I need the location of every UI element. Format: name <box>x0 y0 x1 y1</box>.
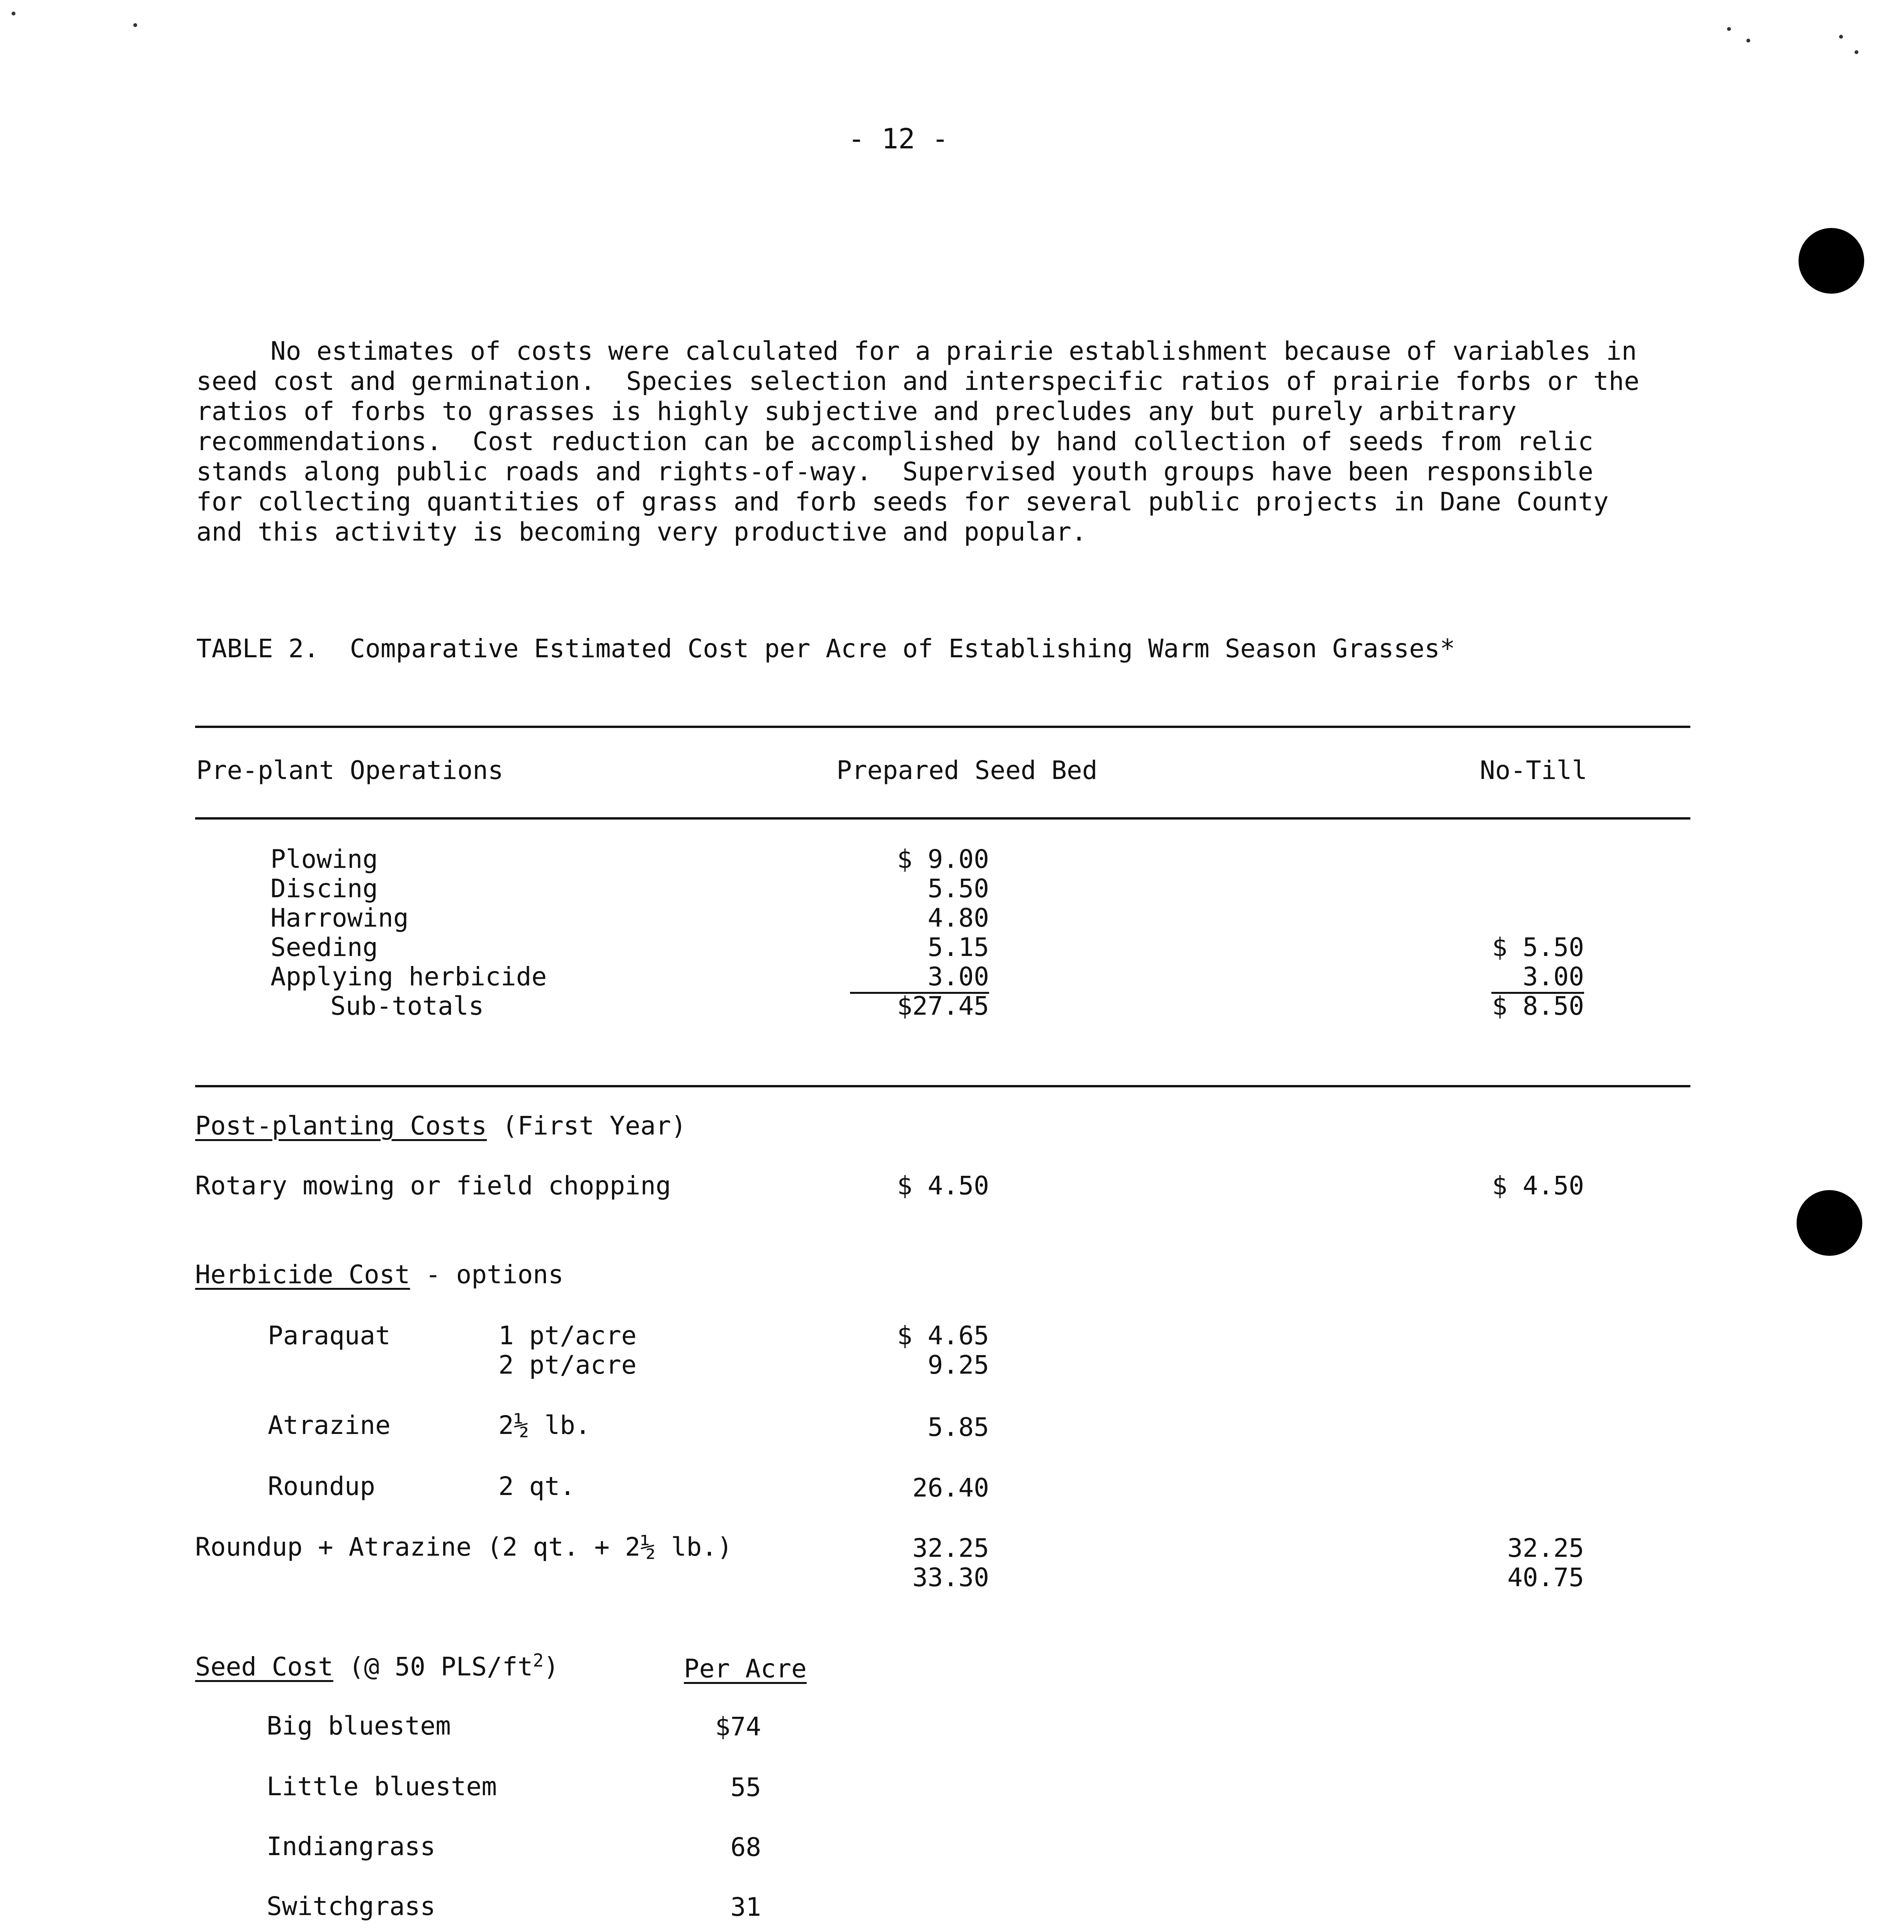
combo-prepared: 33.30 <box>912 1563 989 1592</box>
row-label: Plowing <box>270 844 378 874</box>
herbicide-cost: 9.25 <box>928 1350 989 1380</box>
row-label: Applying herbicide <box>270 962 547 992</box>
scan-speck <box>133 23 137 27</box>
herbicide-name: Atrazine <box>268 1410 391 1440</box>
column-header-no-till: No-Till <box>1480 755 1588 785</box>
seed-cost-close: ) <box>543 1652 559 1682</box>
combo-no-till: 40.75 <box>1507 1563 1584 1592</box>
rotary-mowing-label: Rotary mowing or field chopping <box>195 1171 671 1201</box>
herbicide-title: Herbicide Cost <box>195 1260 410 1289</box>
combo-no-till: 32.25 <box>1507 1533 1584 1563</box>
herbicide-rate: 1 pt/acre <box>498 1321 637 1350</box>
seed-cost: 68 <box>730 1832 761 1862</box>
row-label: Harrowing <box>270 903 409 933</box>
seed-name: Big bluestem <box>267 1711 451 1741</box>
herbicide-name: Roundup <box>268 1471 376 1501</box>
herbicide-rate: 2 qt. <box>498 1471 575 1501</box>
table-top-rule <box>195 726 1690 728</box>
seed-cost-superscript: 2 <box>533 1650 544 1671</box>
subtotal-prepared: $27.45 <box>897 991 989 1021</box>
post-planting-heading <box>195 1111 687 1141</box>
herbicide-heading <box>195 1260 564 1290</box>
seed-name: Switchgrass <box>267 1891 436 1921</box>
scan-speck <box>1839 35 1843 39</box>
cell-no-till: $ 5.50 <box>1492 932 1584 962</box>
herbicide-name: Paraquat <box>268 1321 391 1350</box>
cell-no-till: 3.00 <box>1491 962 1584 994</box>
paragraph-line: No estimates of costs were calculated for a prairie establishment because of variables in <box>270 336 1637 366</box>
page-number: - 12 - <box>848 122 949 155</box>
seed-cost: 55 <box>730 1772 761 1802</box>
seed-cost-heading <box>195 1652 559 1682</box>
subtotal-no-till: $ 8.50 <box>1492 991 1584 1021</box>
herbicide-cost: $ 4.65 <box>897 1321 989 1350</box>
header-bottom-rule <box>195 817 1690 820</box>
scan-speck <box>1727 27 1731 31</box>
seed-name: Little bluestem <box>267 1772 497 1801</box>
binder-hole-top <box>1799 228 1864 294</box>
rotary-mowing-prepared: $ 4.50 <box>897 1171 989 1201</box>
row-label: Seeding <box>270 932 378 962</box>
herbicide-cost: 5.85 <box>928 1412 989 1442</box>
scan-speck <box>12 12 15 15</box>
paragraph-line: for collecting quantities of grass and forb seeds for several public projects in Dane County <box>196 487 1609 517</box>
seed-cost-title: Seed Cost <box>195 1652 333 1682</box>
cell-prepared: 5.15 <box>928 932 989 962</box>
per-acre-header: Per Acre <box>684 1654 807 1684</box>
seed-cost: $74 <box>715 1712 761 1742</box>
section-rule <box>195 1085 1690 1087</box>
paragraph-line: recommendations. Cost reduction can be accomplished by hand collection of seeds from relic <box>196 427 1593 456</box>
binder-hole-middle <box>1797 1190 1862 1256</box>
column-header-operations: Pre-plant Operations <box>196 755 503 785</box>
herbicide-rate: 2 pt/acre <box>498 1350 637 1380</box>
column-header-prepared-seed-bed: Prepared Seed Bed <box>836 755 1098 785</box>
herbicide-cost: 26.40 <box>912 1473 989 1503</box>
subtotal-label: Sub-totals <box>330 991 484 1021</box>
seed-cost: 31 <box>730 1892 761 1922</box>
cell-prepared: $ 9.00 <box>897 844 989 874</box>
table-caption: TABLE 2. Comparative Estimated Cost per Acre of Establishing Warm Season Grasses* <box>196 634 1455 663</box>
rotary-mowing-no-till: $ 4.50 <box>1492 1171 1584 1201</box>
post-planting-suffix: (First Year) <box>486 1111 687 1141</box>
paragraph-line: seed cost and germination. Species selection and interspecific ratios of prairie forbs or the <box>196 366 1640 396</box>
paragraph-line: ratios of forbs to grasses is highly subjective and precludes any but purely arbitrary <box>196 396 1517 426</box>
scan-speck <box>1855 50 1858 54</box>
cell-prepared: 4.80 <box>928 903 989 933</box>
combo-prepared: 32.25 <box>912 1533 989 1563</box>
seed-name: Indiangrass <box>267 1832 436 1861</box>
seed-cost-suffix: (@ 50 PLS/ft <box>333 1652 533 1682</box>
paragraph-line: stands along public roads and rights-of-way. Supervised youth groups have been responsible <box>196 457 1593 486</box>
scan-speck <box>1746 39 1750 43</box>
cell-prepared: 3.00 <box>850 962 989 994</box>
post-planting-title: Post-planting Costs <box>195 1111 487 1141</box>
combo-label: Roundup + Atrazine (2 qt. + 2½ lb.) <box>195 1532 733 1562</box>
herbicide-rate: 2½ lb. <box>498 1410 591 1440</box>
herbicide-suffix: - options <box>410 1260 564 1289</box>
cell-prepared: 5.50 <box>928 874 989 903</box>
paragraph-line: and this activity is becoming very productive and popular. <box>196 517 1087 547</box>
row-label: Discing <box>270 874 378 903</box>
